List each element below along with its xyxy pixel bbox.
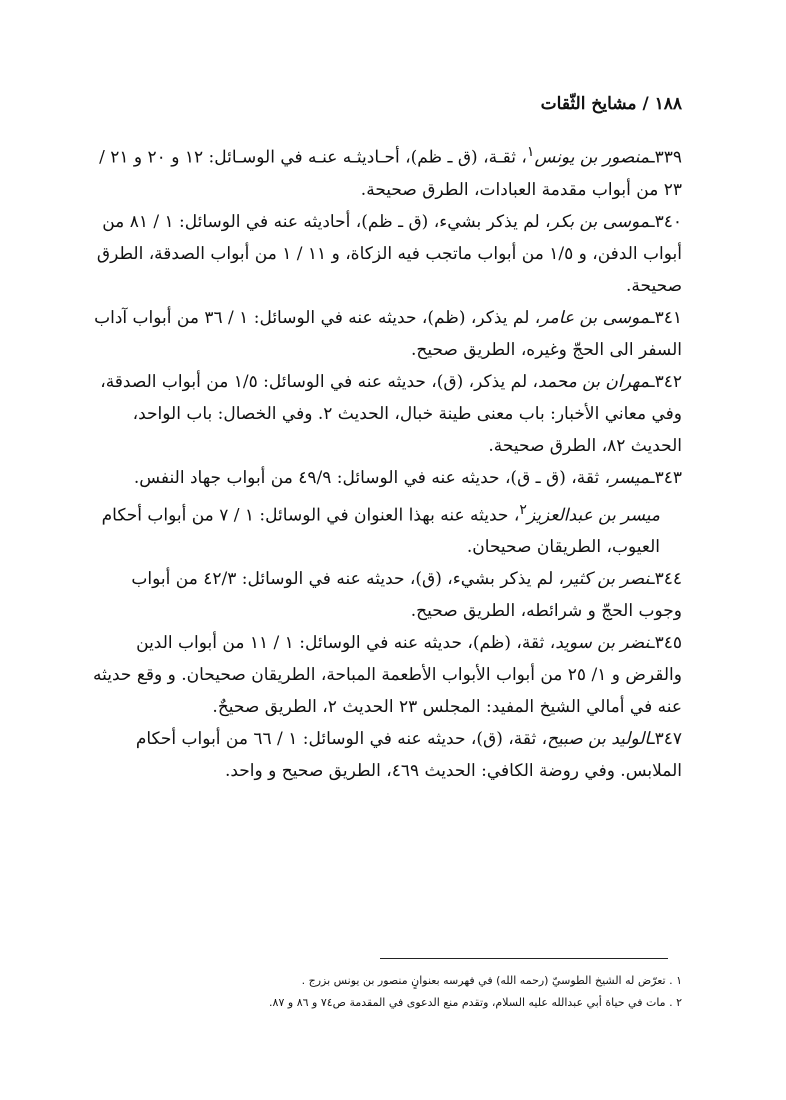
entry-text: ، ثقة، (ظم)، حديثه عنه في الوسائل: ١ / ١١ من أبواب الدين والقرض و ١/ ٢٥ من أبواب الأبواب الأطعمة المباحة، الطريقان صحيحان. و وقع حديثه عنه في أمالي الشيخ المفيد: المجلس ٢٣ الحديث ٢، الطريق صحيحٌ. [93, 633, 682, 718]
entry-text: ، لم يذكر، (ظم)، حديثه عنه في الوسائل: ١ / ٣٦ من أبواب آداب السفر الى الحجّ وغيره، الطريق صحيح. [94, 307, 682, 360]
entry-345 [90, 627, 682, 723]
entry-number: ٣٤٥ـ [649, 633, 682, 654]
entry-text: ، لم يذكر، (ق)، حديثه عنه في الوسائل: ١/٥ من أبواب الصدقة، وفي معاني الأخبار: باب معنى طينة خبال، الحديث ٢. وفي الخصال: باب الواحد، الحديث ٨٢، الطرق صحيحة. [100, 371, 682, 456]
header-separator: / [642, 94, 649, 114]
entry-text: ، لم يذكر بشيء، (ق)، حديثه عنه في الوسائل: ٤٢/٣ من أبواب وجوب الحجّ و شرائطه، الطريق صحيح. [131, 569, 682, 622]
narrator-name: موسى بن عامر [540, 307, 650, 328]
running-header [90, 92, 682, 116]
book-title: مشايخ الثّقات [540, 94, 637, 114]
entry-340 [90, 206, 682, 302]
narrator-name: مهران بن محمد [538, 371, 650, 392]
entry-number: ٣٤٠ـ [649, 211, 682, 232]
footnote-2: ٢ . مات في حياة أبي عبدالله عليه السلام، وتقدم منع الدعوى في المقدمة ص٧٤ و ٨٦ و ٨٧. [269, 996, 682, 1009]
entry-text: ، ثقة، (ق)، حديثه عنه في الوسائل: ١ / ٦٦ من أبواب أحكام الملابس. وفي روضة الكافي: الحديث ٤٦٩، الطريق صحيح و واحد. [135, 729, 682, 782]
entry-text: ، لم يذكر بشيء، (ق ـ ظم)، أحاديثه عنه في الوسائل: ١ / ٨١ من أبواب الدفن، و ١/٥ من أبواب ماتجب فيه الزكاة، و ١١ / ١ من أبواب الصدقة، الطرق صحيحة. [96, 211, 682, 296]
entry-text: ، ثقة، (ق ـ ق)، حديثه عنه في الوسائل: ٤٩/٩ من أبواب جهاد النفس. [133, 467, 611, 488]
entry-number: ٣٤١ـ [649, 307, 682, 328]
page-content [90, 92, 682, 787]
entry-344 [90, 563, 682, 627]
footnote-ref[interactable]: ١ [526, 144, 535, 160]
entry-341 [90, 302, 682, 366]
entry-347 [90, 723, 682, 787]
narrator-name: منصور بن يونس [534, 147, 650, 168]
footnote-divider [380, 958, 668, 959]
entries-list [90, 136, 682, 787]
entry-text: ، ثقـة، (ق ـ ظم)، أحـاديثـه عنـه في الوسـائل: ١٢ و ٢٠ و ٢١ / ٢٣ من أبواب مقدمة العبادات، الطرق صحيحة. [99, 147, 682, 200]
entry-342 [90, 366, 682, 462]
narrator-name: ميسر [610, 467, 650, 488]
entry-number: ٣٤٢ـ [649, 371, 682, 392]
narrator-name: الوليد بن صبيح [547, 729, 650, 750]
narrator-name: نصر بن كثير [564, 569, 650, 590]
entry-text: ، حديثه عنه بهذا العنوان في الوسائل: ١ / ٧ من أبواب أحكام العيوب، الطريقان صحيحان. [101, 505, 660, 558]
entry-number: ٣٤٤ـ [649, 569, 682, 590]
entry-339 [90, 136, 682, 206]
narrator-name: موسى بن بكر [550, 211, 650, 232]
entry-number: ٣٤٧ـ [649, 729, 682, 750]
entry-number: ٣٤٣ـ [649, 467, 682, 488]
footnote-ref[interactable]: ٢ [519, 501, 527, 518]
footnote-1: ١ . تعرّض له الشيخ الطوسيّ (رحمه الله) في فهرسه بعنوانٍ منصور بن يونس بزرج . [301, 974, 682, 987]
footnotes [150, 970, 682, 1014]
page-number: ١٨٨ [654, 94, 682, 114]
narrator-name: نضر بن سويد [555, 633, 650, 654]
entry-343-sub [90, 494, 682, 564]
entry-number: ٣٣٩ـ [649, 147, 682, 168]
narrator-name: ميسر بن عبدالعزيز [526, 505, 660, 526]
entry-343 [90, 462, 682, 494]
